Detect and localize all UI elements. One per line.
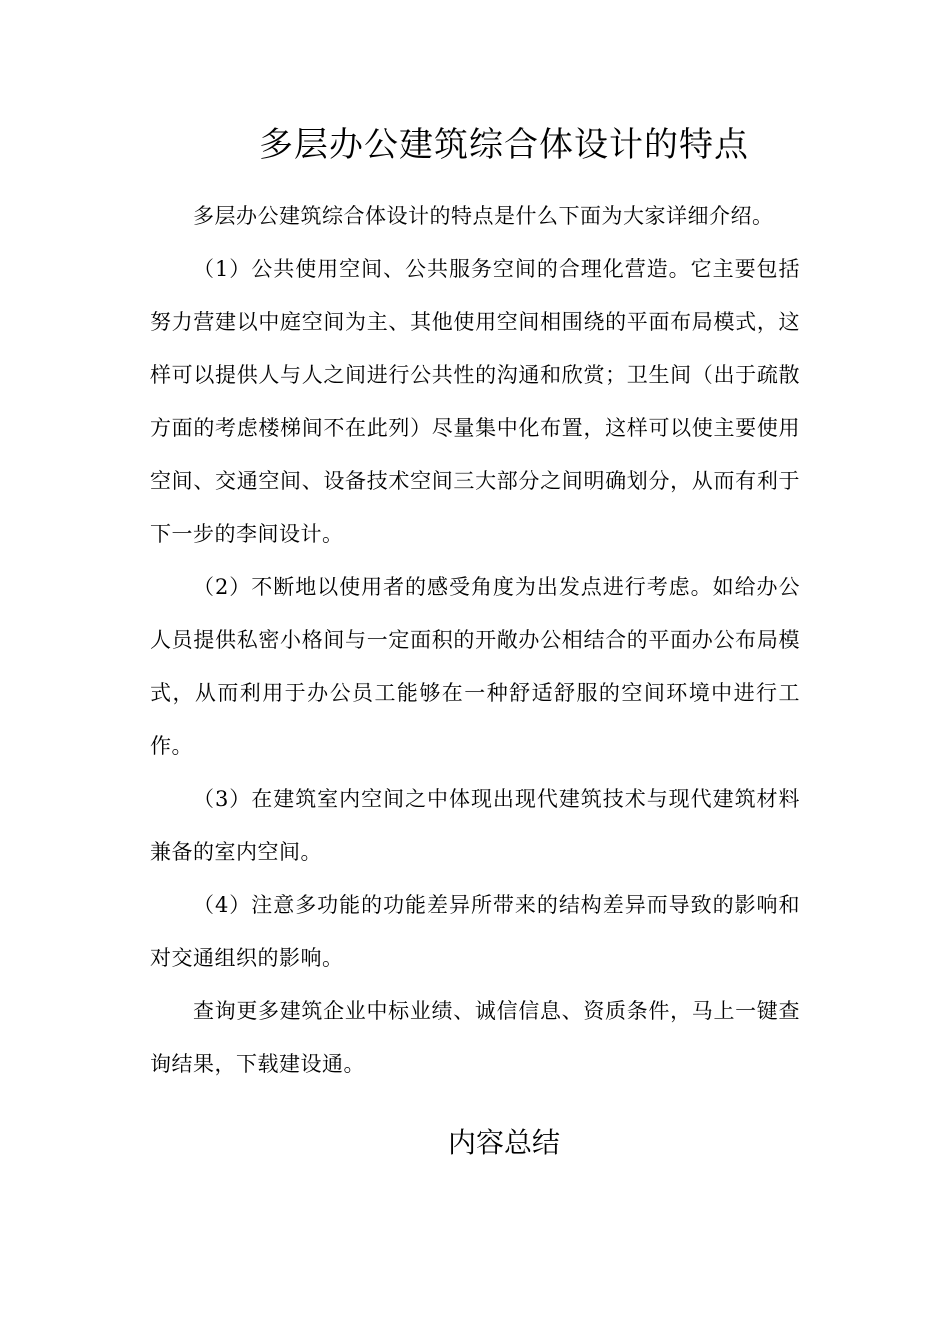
summary-heading: 内容总结	[447, 1126, 560, 1159]
paragraph-intro: 多层办公建筑综合体设计的特点是什么下面为大家详细介绍。	[193, 204, 774, 228]
paragraph-point-2: （2）不断地以使用者的感受角度为出发点进行考虑。如给办公人员提供私密小格间与一定面积的开敞办公相结合的平面办公布局模式，从而利用于办公员工能够在一种舒适舒服的空间环境中进行工作。	[150, 575, 800, 758]
paragraph-point-1: （1）公共使用空间、公共服务空间的合理化营造。它主要包括努力营建以中庭空间为主、其他使用空间相围绕的平面布局模式，这样可以提供人与人之间进行公共性的沟通和欣赏；卫生间（出于疏散方面的考虑楼梯间不在此列）尽量集中化布置，这样可以使主要使用空间、交通空间、设备技术空间三大部分之间明确划分，从而有利于下一步的李间设计。	[150, 257, 800, 546]
paragraph-query: 查询更多建筑企业中标业绩、诚信信息、资质条件，马上一键查询结果，下载建设通。	[150, 999, 800, 1076]
document-title: 多层办公建筑综合体设计的特点	[259, 125, 749, 165]
paragraph-point-4: （4）注意多功能的功能差异所带来的结构差异而导致的影响和对交通组织的影响。	[150, 893, 800, 970]
paragraph-point-3: （3）在建筑室内空间之中体现出现代建筑技术与现代建筑材料兼备的室内空间。	[150, 787, 800, 864]
document-body	[150, 190, 800, 1091]
